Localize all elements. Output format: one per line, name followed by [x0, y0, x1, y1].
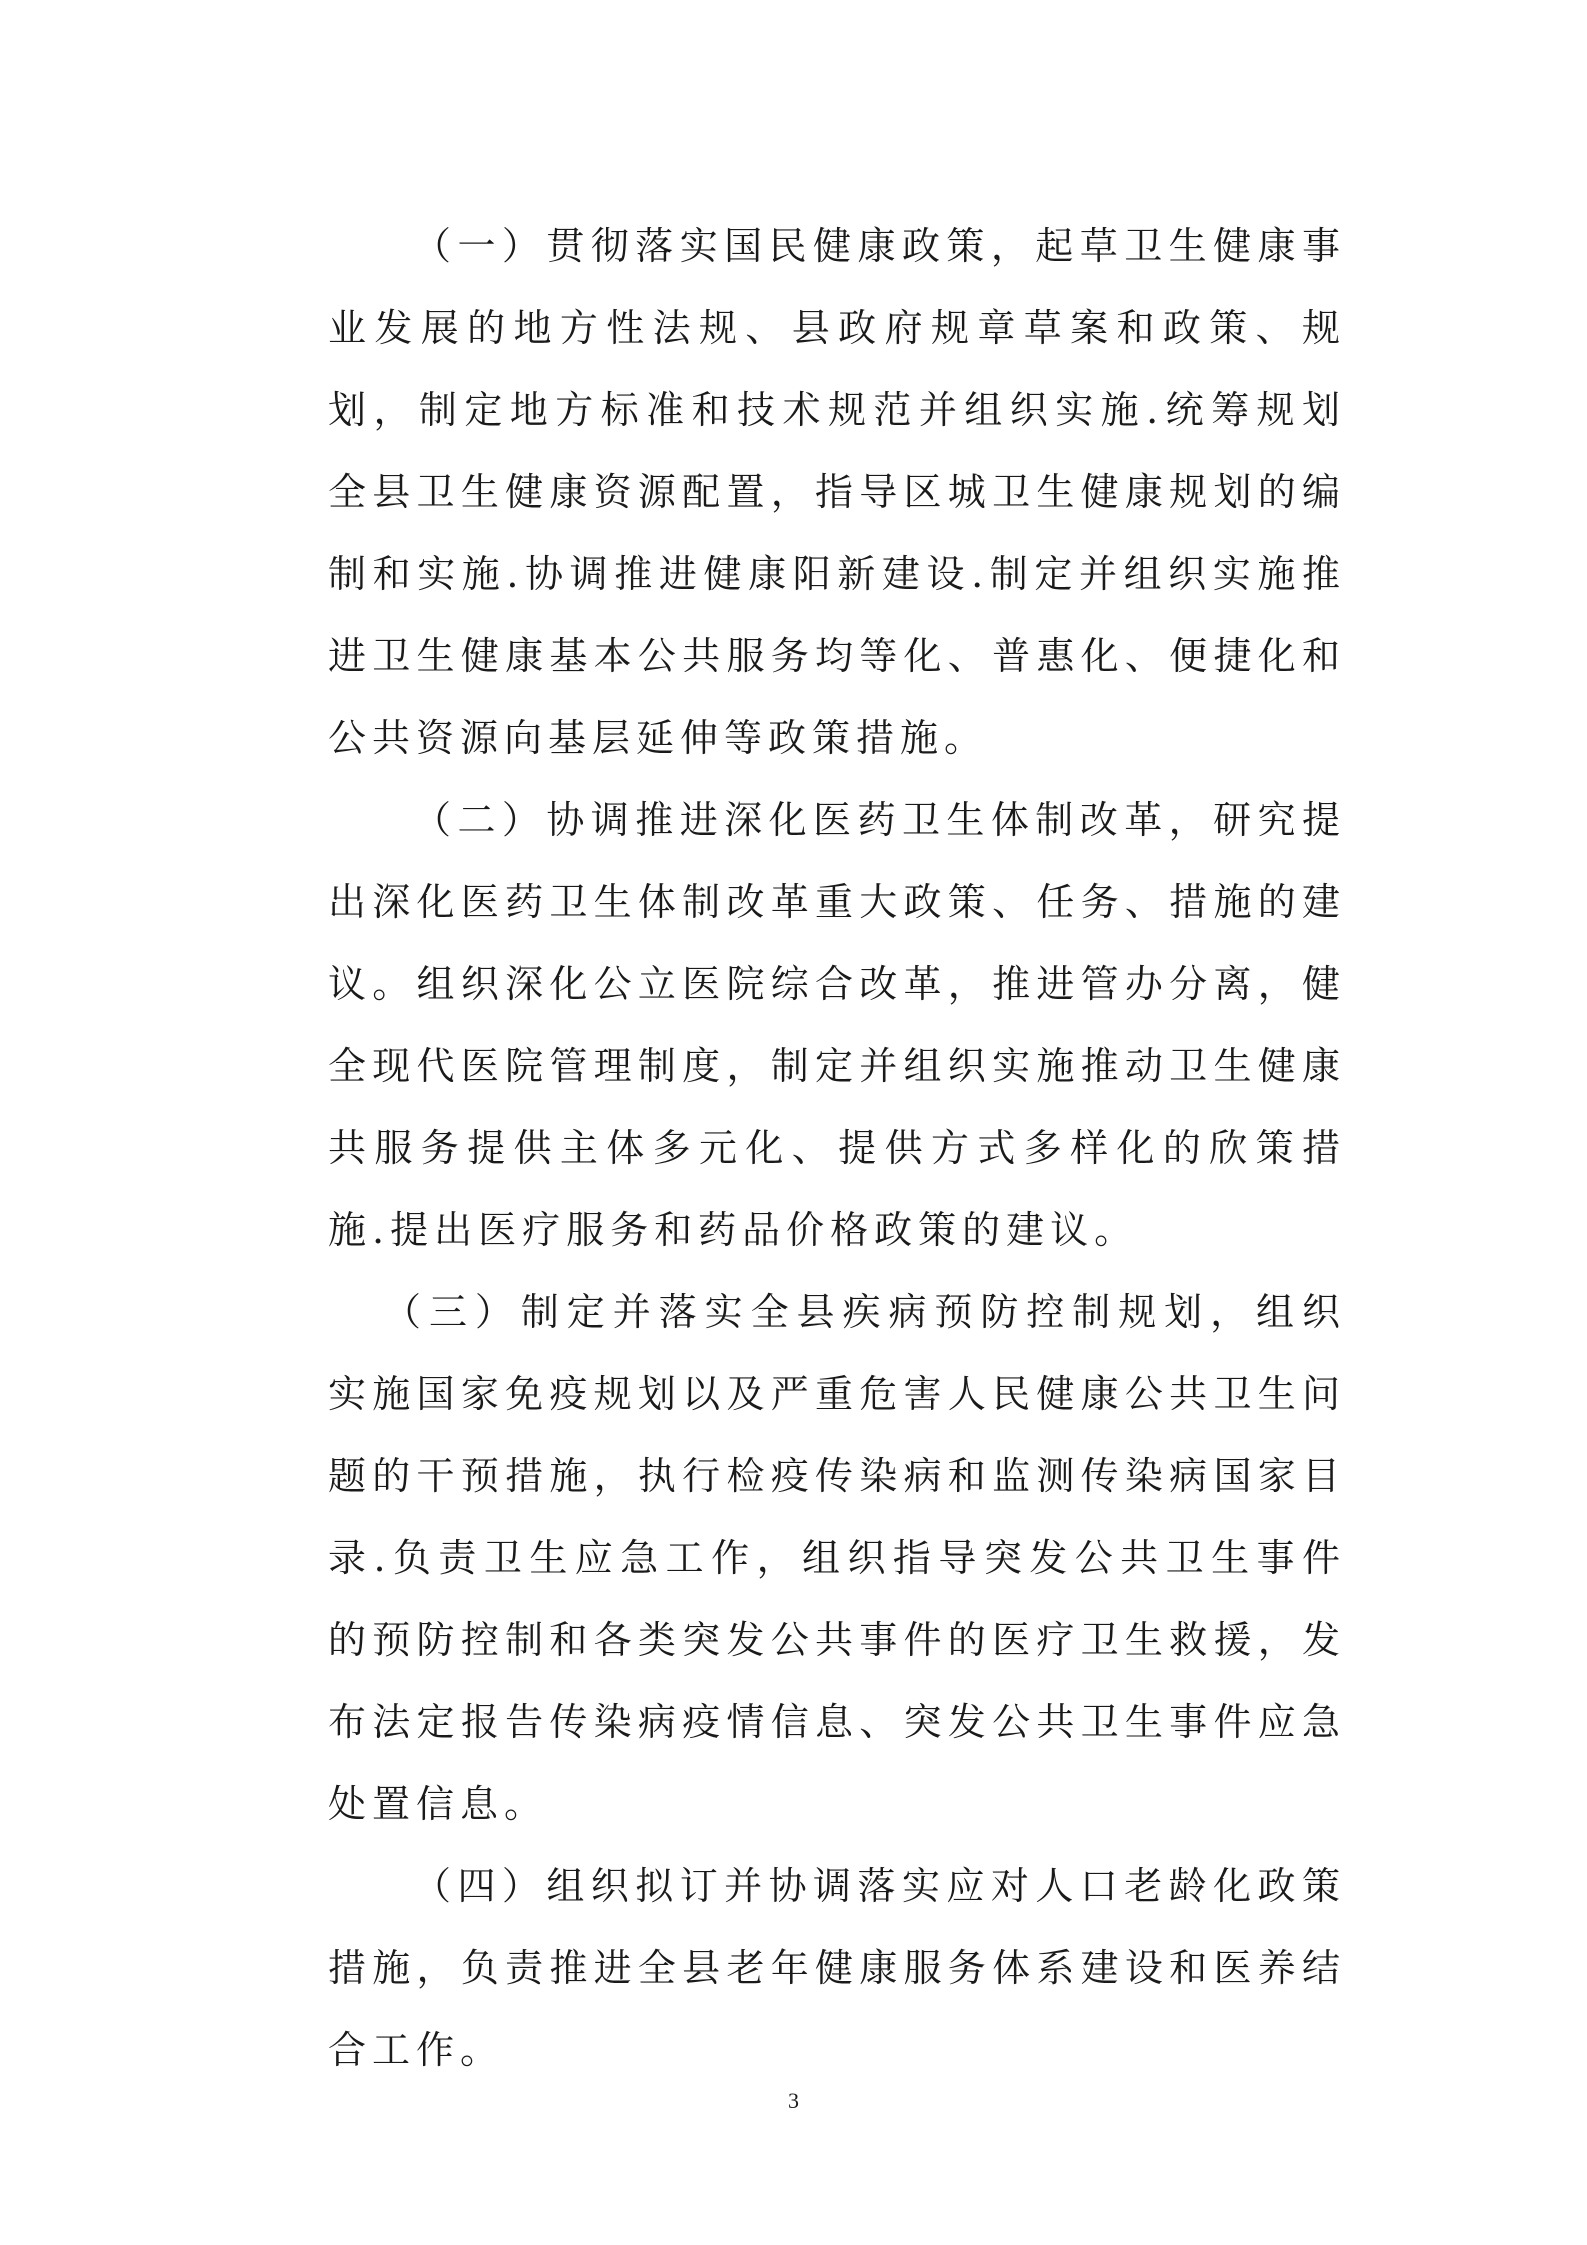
paragraph-4: （四）组织拟订并协调落实应对人口老龄化政策措施，负责推进全县老年健康服务体系建设和医养结合工作。	[328, 1864, 1346, 2072]
page-number: 3	[788, 2088, 799, 2113]
document-body	[328, 205, 1346, 2091]
paragraph-3: （三）制定并落实全县疾病预防控制规划，组织实施国家免疫规划以及严重危害人民健康公共卫生问题的干预措施，执行检疫传染病和监测传染病国家目录.负责卫生应急工作，组织指导突发公共卫生事件的预防控制和各类突发公共事件的医疗卫生救援，发布法定报告传染病疫情信息、突发公共卫生事件应急处置信息。	[328, 1290, 1346, 1826]
paragraph-1: （一）贯彻落实国民健康政策，起草卫生健康事业发展的地方性法规、县政府规章草案和政策、规划，制定地方标准和技术规范并组织实施.统筹规划全县卫生健康资源配置，指导区城卫生健康规划的编制和实施.协调推进健康阳新建设.制定并组织实施推进卫生健康基本公共服务均等化、普惠化、便捷化和公共资源向基层延伸等政策措施。	[328, 224, 1346, 760]
paragraph-2: （二）协调推进深化医药卫生体制改革，研究提出深化医药卫生体制改革重大政策、任务、措施的建议。组织深化公立医院综合改革，推进管办分离，健全现代医院管理制度，制定并组织实施推动卫生健康共服务提供主体多元化、提供方式多样化的欣策措施.提出医疗服务和药品价格政策的建议。	[328, 798, 1346, 1252]
